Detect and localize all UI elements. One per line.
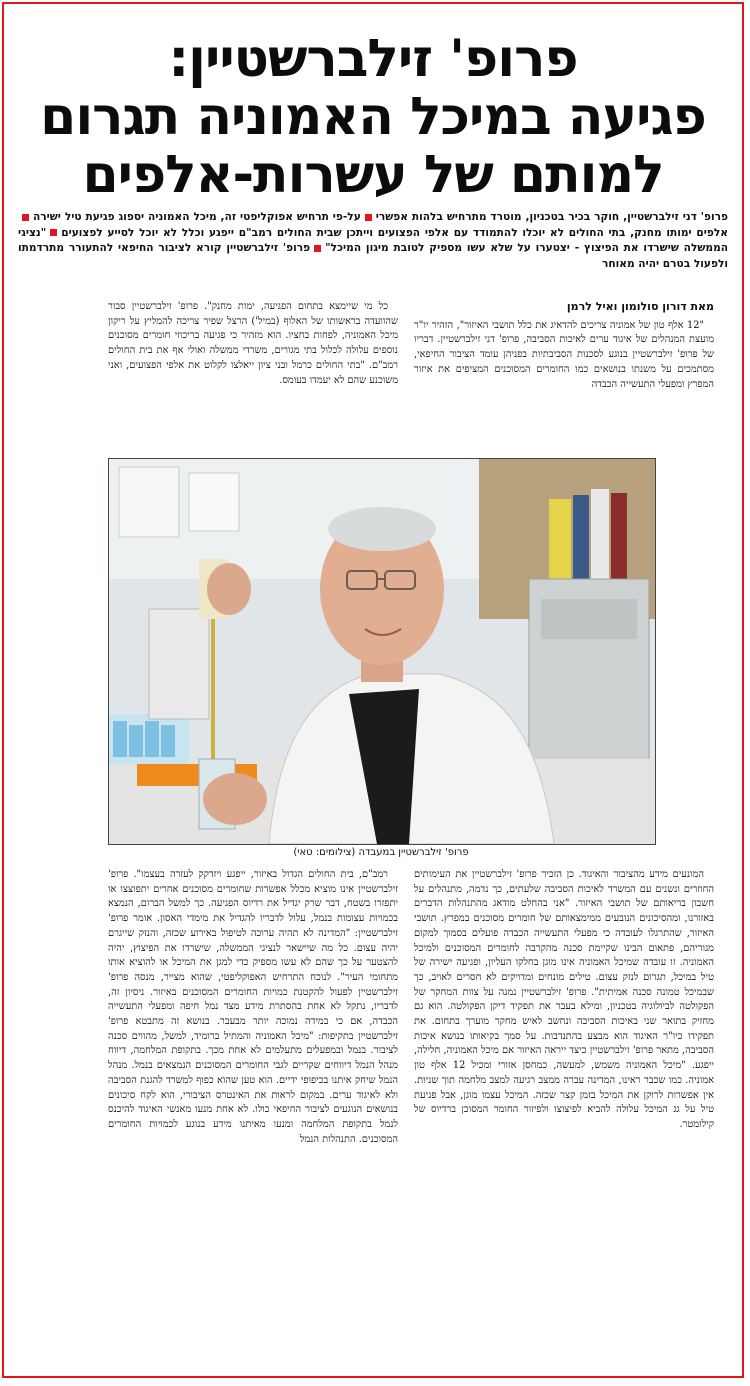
red-square-bullet-icon [314, 245, 321, 252]
article-column-top-left [108, 300, 398, 452]
headline [18, 30, 728, 206]
article-paragraph: המונעים מידע מהציבור והאיגוד. כן הזכיר פרופ' זילברשטיין את העימותים החוזרים ונשנים עם המשרד לאיכות הסביבה שלעתים, כך נדמה, מתנהלים על חשבון בריאותם של תושבי האיזור. "אני בהחלט מודאג מהתנהלות הדברים באזורנו, ומהסיכונים הנובעים ממימצאותם של חומרים מסוכנים במפרץ. תושבי האיזור, שהתרגלו לעובדה כי מפעלי התעשייה הכבדה פועלים בסמוך למקום מגוריהם, פתאום הבינו שקיימת סכנה מהקרבה לחומרים המסוכנים ולמיכל האמוניה. זו עובדה שמיכל האמוניה אינו מוגן בחלקו העליון, ופגיעה ישירה של טיל במיכל, תגרום לנזק עצום. טילים מונחים ומדויקים לא חסרים לאויב, כך שבמיכל טמונה סכנה אמיתית". פרופ' זילברשטיין נמנה על צוות המחקר של הפקולטה לביולוגיה בטכניון, ומילא בעבר את תפקיד דיקן הפקולטה. הוא גם מחזיק בתואר שני באיכות הסביבה ונחשב לאיש מחקר מוערך בתחום. את תפקידו כיו"ר האיגוד הוא מבצע בהתנדבות. על סמך בקיאותו בנושא איכות הסביבה, מתאר פרופ' זילברשטיין כיצד ייראה האיזור אם מיכל האמוניה, חלילה, ייפגע. "מיכל האמוניה משמש, למעשה, כמחסן אזורי ומכיל 12 אלף טון אמוניה. כמו שכבר ראינו, המדינה עברה ממצב רגיעה למצב מלחמה תוך שניות. אין אפשרות לרוקן את המיכל בזמן קצר שכזה. המיכל עצמו מוגן, אבל פגיעת טיל על גג המיכל עלולה להביא לפיצוצו ולפיזור החומר המסוכן ברדיוס של קילומטר. [414, 869, 714, 1130]
article-paragraph: "12 אלף טון של אמוניה צריכים להדאיג את כלל תושבי האיזור", הזהיר יו"ר מועצת המנהלים של איגוד ערים לאיכות הסביבה, פרופ' דני זילברשטיין. דבריו של פרופ' זילברשטיין בנוגע לסכנות הסביבתיות בפניהן עומד הציבור החיפאי, מסתמכים על משנתו בנושאים כמו החומרים המסוכנים המציפים את איזור המפרץ ומפעלי התעשייה הכבדה [414, 319, 714, 390]
byline: מאת דורון סולומון ואיל לרמן [566, 300, 714, 313]
article-paragraph: רמב"ם, בית החולים הגדול באיזור, ייפגע ויזדקק לעזרה בעצמו". פרופ' זילברשטיין אינו מוציא מכלל אפשרות שחומרים מסוכנים אחרים יתפוצצו או יתפזרו בשטח, דבר שרק יגדיל את רדיוס הפגיעה. כך למשל הברום, הנמצא בכמויות עצומות בנמל, עלול לדבריו להגדיל את מימדי האסון. אומר פרופ' זילברשטיין: "המדינה לא תהיה ערוכה לטיפול באירוע שכזה, והנזק שייגרם יהיה עצום. כל מה שיישאר לנציגי הממשלה, שישרדו את הפיצוץ, יהיה להצטער על כך שהם לא עשו מספיק כדי למגן את המיכל או להוציא אותו מתחומי העיר". לנוכח התרחיש האפוקליפטי, שהוא מצייר, מנסה פרופ' זילברשטיין לפעול להקטנת כמויות החומרים המסוכנים באיזור. ניסיון זה, לדבריו, נתקל לא אחת בהסתרת מידע מצד נמל חיפה ומפעלי התעשייה הכבדה, אם כי במידה נמוכה יותר מבעבר. בנושא זה מתבטא פרופ' זילברשטיין בתקיפות: "מיכל האמוניה והמתיל ברומיד, למשל, מהווים סכנה לציבור. בנמל ובמפעלים מתעלמים לא אחת מכך. בתקופת המלחמה, דיווח מנהל הנמל דיווחים שקריים לגבי החומרים המסוכנים הנמצאים בנמל. מנהל הנמל שיחק איתנו בכיפופי ידיים. הוא טען שהוא כפוף למשרד להגנת הסביבה ולא לאיגוד ערים. במקום לראות את האינטרס הציבורי, הוא לקח סיכונים בנושאים הנוגעים לציבור החיפאי כולו. לא אחת מנעו מאנשי האיגוד להיכנס לנמל בתקופת המלחמה ומנעו מאיתנו מידע בנוגע לכמויות החומרים המסוכנים. התנהלות הנמל [108, 869, 398, 1145]
headline-line-1: פרופ' זילברשטיין: [168, 30, 578, 88]
red-square-bullet-icon [22, 214, 29, 221]
deck-part-5: פרופ' זילברשטיין קורא לציבור החיפאי להתעורר מתרדמתו ולפעול בטרם יהיה מאוחר [18, 242, 728, 270]
newspaper-page [2, 2, 744, 1378]
red-square-bullet-icon [365, 214, 372, 221]
article-column-top-right [414, 300, 714, 452]
lab-photo [108, 458, 656, 845]
headline-line-2: פגיעה במיכל האמוניה תגרום [40, 88, 706, 146]
deck-part-3: אלפים ימותו מחנק, בתי החולים לא יוכלו להתמודד עם אלפי הפצועים וייתכן שבית החולים רמב"ם ייפגע וכלל לא יוכל לסייע לפצועים [61, 226, 728, 239]
deck-part-2: על-פי תרחיש אפוקליפטי זה, מיכל האמוניה יספוג פגיעת טיל ישירה [33, 211, 361, 223]
photo-caption: פרופ' זילברשטיין במעבדה (צילומים: טאי) [293, 847, 469, 858]
article-column-bottom-left [108, 868, 398, 1372]
red-square-bullet-icon [50, 229, 57, 236]
article-paragraph: כל מי שיימצא בתחום הפגיעה, ימות מחנק". פרופ' זילברשטיין סבור שהוועדה בראשותו של האלוף (במיל') הרצל שפיר צריכה להמליץ על ריקון מיכל האמוניה, לפחות בחציו. הוא מזהיר כי פגיעה בריכוזי חומרים מסוכנים נוספים עלולה לכלול בתי מגורים, משרדי ממשלה ואולי אף את בית החולים רמב"ם. "בתי החולים כרמל ובני ציון ייאלצו לקלוט את אלפי הפצועים, ואני משוכנע שהם לא יעמדו בעומס. [108, 301, 398, 386]
deck-part-4: "נציגי הממשלה שישרדו את הפיצוץ - יצטערו על שלא עשו מספיק לטובת מיגון המיכל" [18, 226, 729, 255]
subheadline-deck [18, 210, 728, 272]
professor-in-lab-image [109, 459, 655, 844]
article-column-bottom-right [414, 868, 714, 1372]
headline-line-3: למותם של עשרות-אלפים [82, 146, 664, 204]
deck-part-1: פרופ' דני זילברשטיין, חוקר בכיר בטכניון, מוטרד מתרחיש בלהות אפשרי [375, 211, 728, 223]
